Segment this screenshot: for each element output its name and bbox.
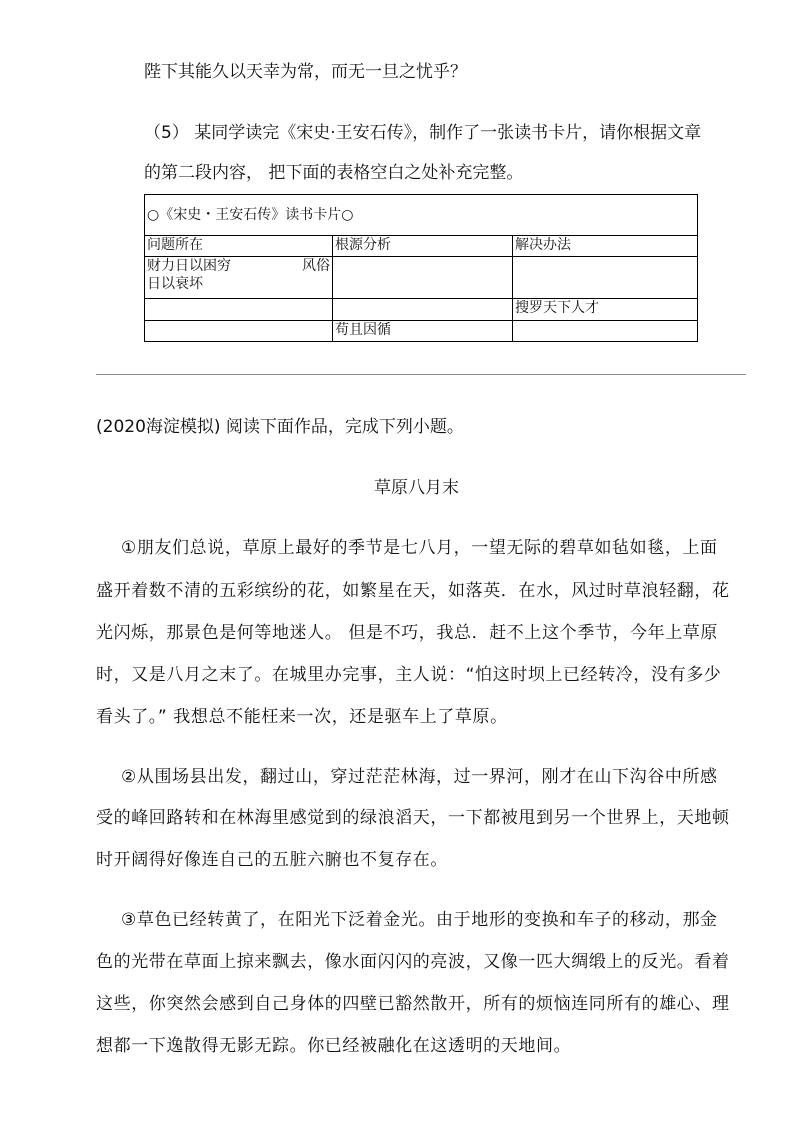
row3-solution-blank: [513, 320, 698, 341]
paragraph-3-line: 想都一下逸散得无影无踪。你已经被融化在这透明的天地间。: [96, 1036, 572, 1056]
header-problem: 问题所在: [145, 235, 333, 256]
paragraph-1-line: 时，又是八月之末了。在城里办完事，主人说：“怕这时坝上已经转冷，没有多少: [96, 665, 722, 685]
reading-card-table: [144, 194, 698, 342]
row1-problem-b: 风俗: [302, 257, 330, 274]
paragraph-3-line: 这些，你突然会感到自己身体的四壁已豁然散开，所有的烦恼连同所有的雄心、理: [96, 994, 730, 1014]
row2-problem-blank: [145, 299, 333, 320]
row3-cause: 苟且因循: [333, 320, 513, 341]
passage-intro: (2020海淀模拟) 阅读下面作品，完成下列小题。: [96, 417, 464, 437]
passage-title: 草原八月末: [374, 478, 459, 498]
row1-problem-c: 日以衰坏: [147, 275, 203, 292]
row1-solution-blank: [513, 256, 698, 299]
paragraph-1-line: 盛开着数不清的五彩缤纷的花，如繁星在天，如落英．在水，风过时草浪轻翻，花: [96, 581, 730, 601]
row1-problem-a: 财力日以困穷: [147, 257, 231, 274]
question-5-line-1: （5） 某同学读完《宋史·王安石传》，制作了一张读书卡片，请你根据文章: [144, 123, 702, 143]
section-divider: [96, 374, 746, 375]
paragraph-3-line: 色的光带在草面上掠来飘去，像水面闪闪的亮波，又像一匹大绸缎上的反光。看着: [96, 952, 730, 972]
header-cause: 根源分析: [333, 235, 513, 256]
row1-cause-blank: [333, 256, 513, 299]
header-solution: 解决办法: [513, 235, 698, 256]
question-5-line-2: 的第二段内容， 把下面的表格空白之处补充完整。: [144, 163, 524, 183]
paragraph-1-line: 看头了。” 我想总不能枉来一次，还是驱车上了草原。: [96, 707, 508, 727]
card-title: ○《宋史・王安石传》读书卡片○: [145, 195, 698, 236]
paragraph-3-line: ③草色已经转黄了，在阳光下泛着金光。由于地形的变换和车子的移动，那金: [121, 910, 718, 930]
previous-text-line: 陛下其能久以天幸为常，而无一旦之忧乎？: [144, 62, 467, 82]
paragraph-1-line: ①朋友们总说，草原上最好的季节是七八月，一望无际的碧草如毡如毯，上面: [121, 538, 718, 558]
row2-cause-blank: [333, 299, 513, 320]
paragraph-2-line: 受的峰回路转和在林海里感觉到的绿浪滔天，一下都被甩到另一个世界上，天地顿: [96, 808, 730, 828]
row2-solution: 搜罗天下人才: [513, 299, 698, 320]
paragraph-2-line: ②从围场县出发，翻过山，穿过茫茫林海，过一界河，刚才在山下沟谷中所感: [121, 767, 718, 787]
row1-problem-cell: [145, 256, 333, 299]
row3-problem-blank: [145, 320, 333, 341]
paragraph-1-line: 光闪烁，那景色是何等地迷人。 但是不巧，我总．赶不上这个季节，今年上草原: [96, 623, 719, 643]
paragraph-2-line: 时开阔得好像连自己的五脏六腑也不复存在。: [96, 850, 448, 870]
